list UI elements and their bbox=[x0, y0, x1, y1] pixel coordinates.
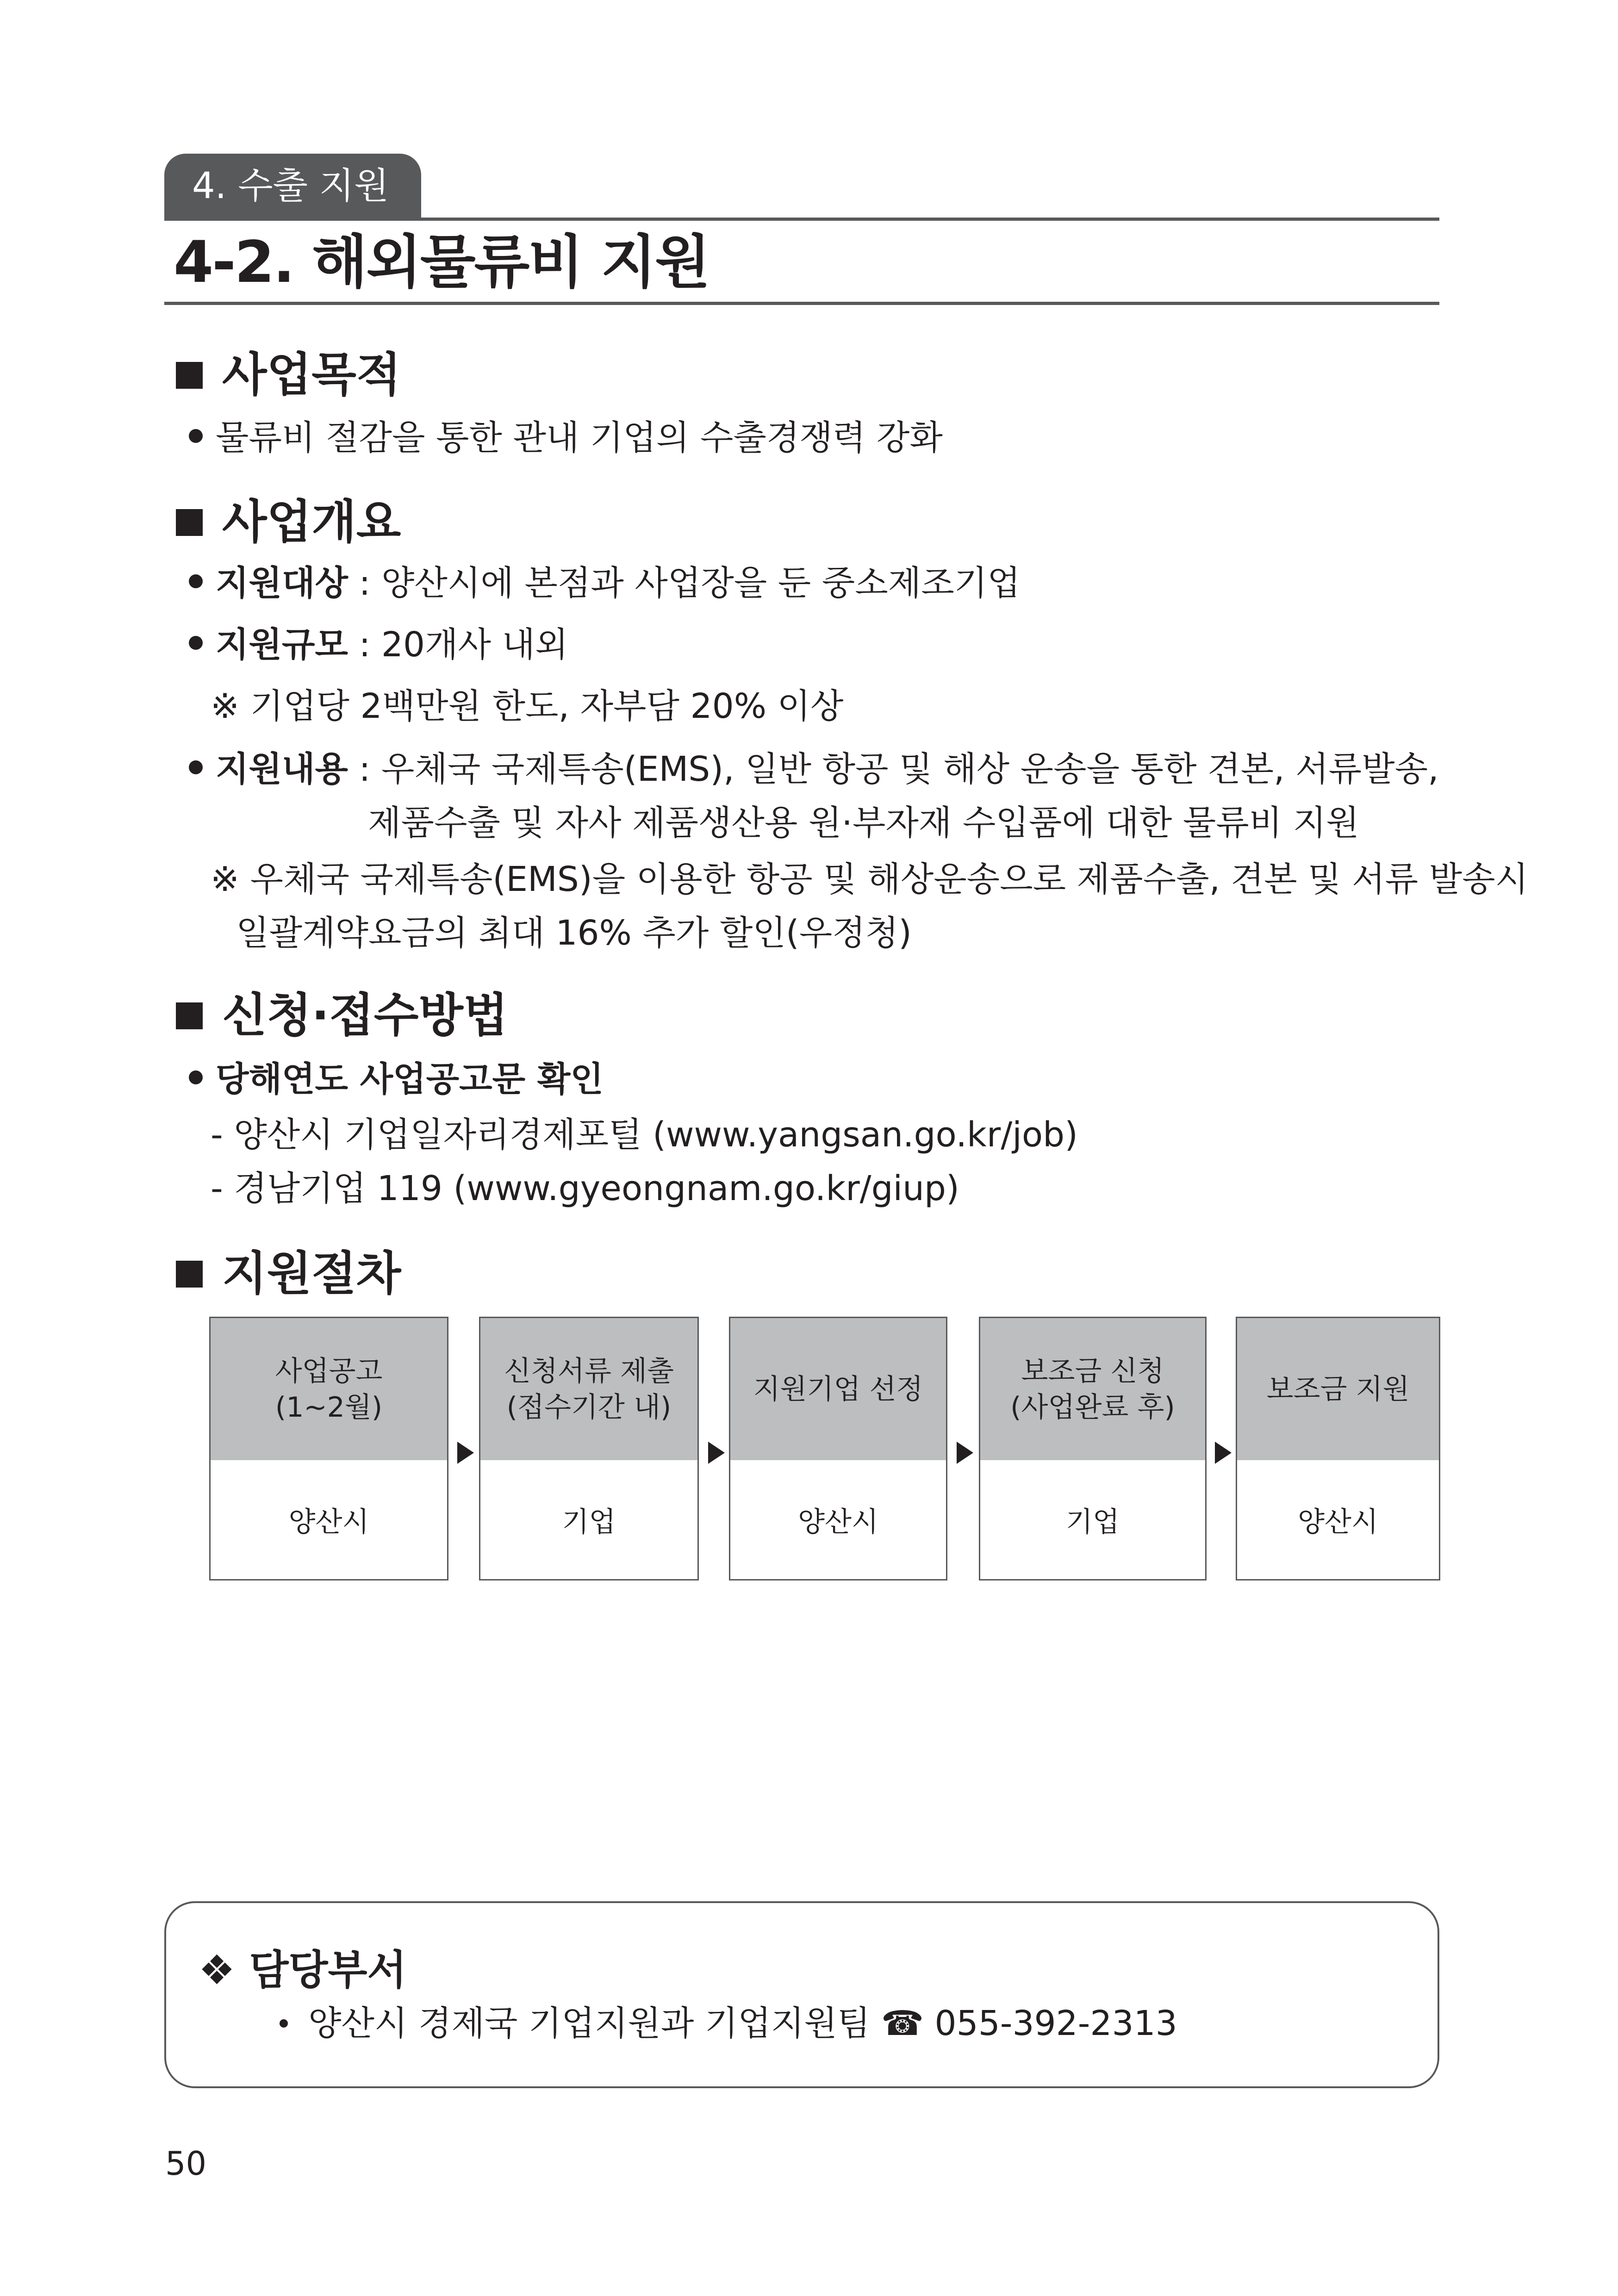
overview-content-note: ※ 우체국 국제특송(EMS)을 이용한 항공 및 해상운송으로 제품수출, 견본 및 서류 발송시 bbox=[211, 859, 1529, 899]
overview-target bbox=[189, 560, 1021, 606]
application-item-text: 당해연도 사업공고문 확인 bbox=[216, 1059, 604, 1099]
procedure-step-title-period: (사업완료 후) bbox=[1010, 1391, 1175, 1424]
square-bullet-icon bbox=[176, 362, 203, 389]
bullet-dot-icon bbox=[280, 2019, 288, 2028]
purpose-item bbox=[189, 415, 943, 461]
procedure-step-title bbox=[1237, 1318, 1439, 1460]
procedure-step bbox=[729, 1317, 947, 1580]
page-number: 50 bbox=[165, 2145, 207, 2183]
section-application bbox=[176, 988, 508, 1043]
procedure-step-actor: 기업 bbox=[562, 1506, 616, 1538]
bullet-dot-icon bbox=[189, 1070, 203, 1084]
section-purpose bbox=[176, 347, 401, 403]
procedure-step-title bbox=[980, 1318, 1205, 1460]
bullet-dot-icon bbox=[189, 760, 203, 774]
title-top-rule bbox=[164, 218, 1439, 221]
procedure-step-actor: 양산시 bbox=[288, 1506, 369, 1538]
arrow-right-icon bbox=[708, 1442, 725, 1464]
procedure-step-title-period: (1~2월) bbox=[275, 1391, 383, 1424]
procedure-step-title-line: 보조금 신청 bbox=[1021, 1355, 1164, 1388]
section-purpose-heading: 사업목적 bbox=[222, 348, 401, 402]
chapter-tab: 4. 수출 지원 bbox=[164, 154, 421, 218]
contact-line bbox=[280, 2000, 1177, 2047]
section-overview bbox=[176, 494, 401, 550]
arrow-right-icon bbox=[957, 1442, 973, 1464]
title-bottom-rule bbox=[164, 302, 1439, 305]
overview-target-label: 지원대상 bbox=[216, 563, 348, 603]
section-overview-heading: 사업개요 bbox=[222, 495, 401, 549]
application-link-gyeongnam: - 경남기업 119 (www.gyeongnam.go.kr/giup) bbox=[211, 1169, 959, 1208]
overview-content-note-continued: 일괄계약요금의 최대 16% 추가 할인(우정청) bbox=[236, 913, 912, 953]
square-bullet-icon bbox=[176, 1261, 203, 1288]
overview-scale-note: ※ 기업당 2백만원 한도, 자부담 20% 이상 bbox=[211, 686, 844, 726]
bullet-dot-icon bbox=[189, 429, 203, 443]
overview-content bbox=[189, 746, 1439, 792]
application-item bbox=[189, 1056, 604, 1102]
procedure-step bbox=[479, 1317, 699, 1580]
procedure-step-title-line: 보조금 지원 bbox=[1266, 1373, 1410, 1406]
arrow-right-icon bbox=[1215, 1442, 1232, 1464]
overview-content-text: : 우체국 국제특송(EMS), 일반 항공 및 해상 운송을 통한 견본, 서류발송, bbox=[348, 749, 1439, 789]
section-application-heading: 신청·접수방법 bbox=[222, 988, 508, 1042]
bullet-dot-icon bbox=[189, 574, 203, 588]
procedure-step bbox=[979, 1317, 1207, 1580]
overview-scale-label: 지원규모 bbox=[216, 625, 348, 665]
overview-scale-text: : 20개사 내외 bbox=[348, 625, 568, 665]
procedure-step-title bbox=[211, 1318, 447, 1460]
procedure-step-actor: 양산시 bbox=[1298, 1506, 1378, 1538]
procedure-step-title-period: (접수기간 내) bbox=[506, 1391, 672, 1424]
square-bullet-icon bbox=[176, 1002, 203, 1029]
bullet-dot-icon bbox=[189, 636, 203, 650]
procedure-step-title-line: 지원기업 선정 bbox=[753, 1373, 923, 1406]
procedure-step bbox=[1236, 1317, 1440, 1580]
section-procedure-heading: 지원절차 bbox=[222, 1246, 401, 1300]
arrow-right-icon bbox=[457, 1442, 474, 1464]
application-link-yangsan: - 양산시 기업일자리경제포털 (www.yangsan.go.kr/job) bbox=[211, 1115, 1078, 1155]
overview-content-continued: 제품수출 및 자사 제품생산용 원·부자재 수입품에 대한 물류비 지원 bbox=[368, 803, 1359, 843]
overview-scale bbox=[189, 622, 568, 668]
page-title: 4-2. 해외물류비 지원 bbox=[174, 229, 709, 296]
contact-line-text: 양산시 경제국 기업지원과 기업지원팀 ☎ 055-392-2313 bbox=[308, 2004, 1177, 2043]
contact-heading: ❖ 담당부서 bbox=[199, 1946, 407, 1994]
procedure-step-actor: 기업 bbox=[1066, 1506, 1120, 1538]
procedure-step bbox=[209, 1317, 448, 1580]
purpose-item-text: 물류비 절감을 통한 관내 기업의 수출경쟁력 강화 bbox=[216, 418, 943, 458]
contact-box bbox=[164, 1901, 1439, 2088]
procedure-step-title-line: 사업공고 bbox=[275, 1355, 383, 1388]
procedure-step-actor: 양산시 bbox=[798, 1506, 878, 1538]
procedure-step-title bbox=[730, 1318, 946, 1460]
procedure-step-title bbox=[480, 1318, 697, 1460]
overview-target-text: : 양산시에 본점과 사업장을 둔 중소제조기업 bbox=[348, 563, 1021, 603]
procedure-step-title-line: 신청서류 제출 bbox=[504, 1355, 674, 1388]
overview-content-label: 지원내용 bbox=[216, 749, 348, 789]
section-procedure bbox=[176, 1246, 401, 1301]
square-bullet-icon bbox=[176, 509, 203, 536]
